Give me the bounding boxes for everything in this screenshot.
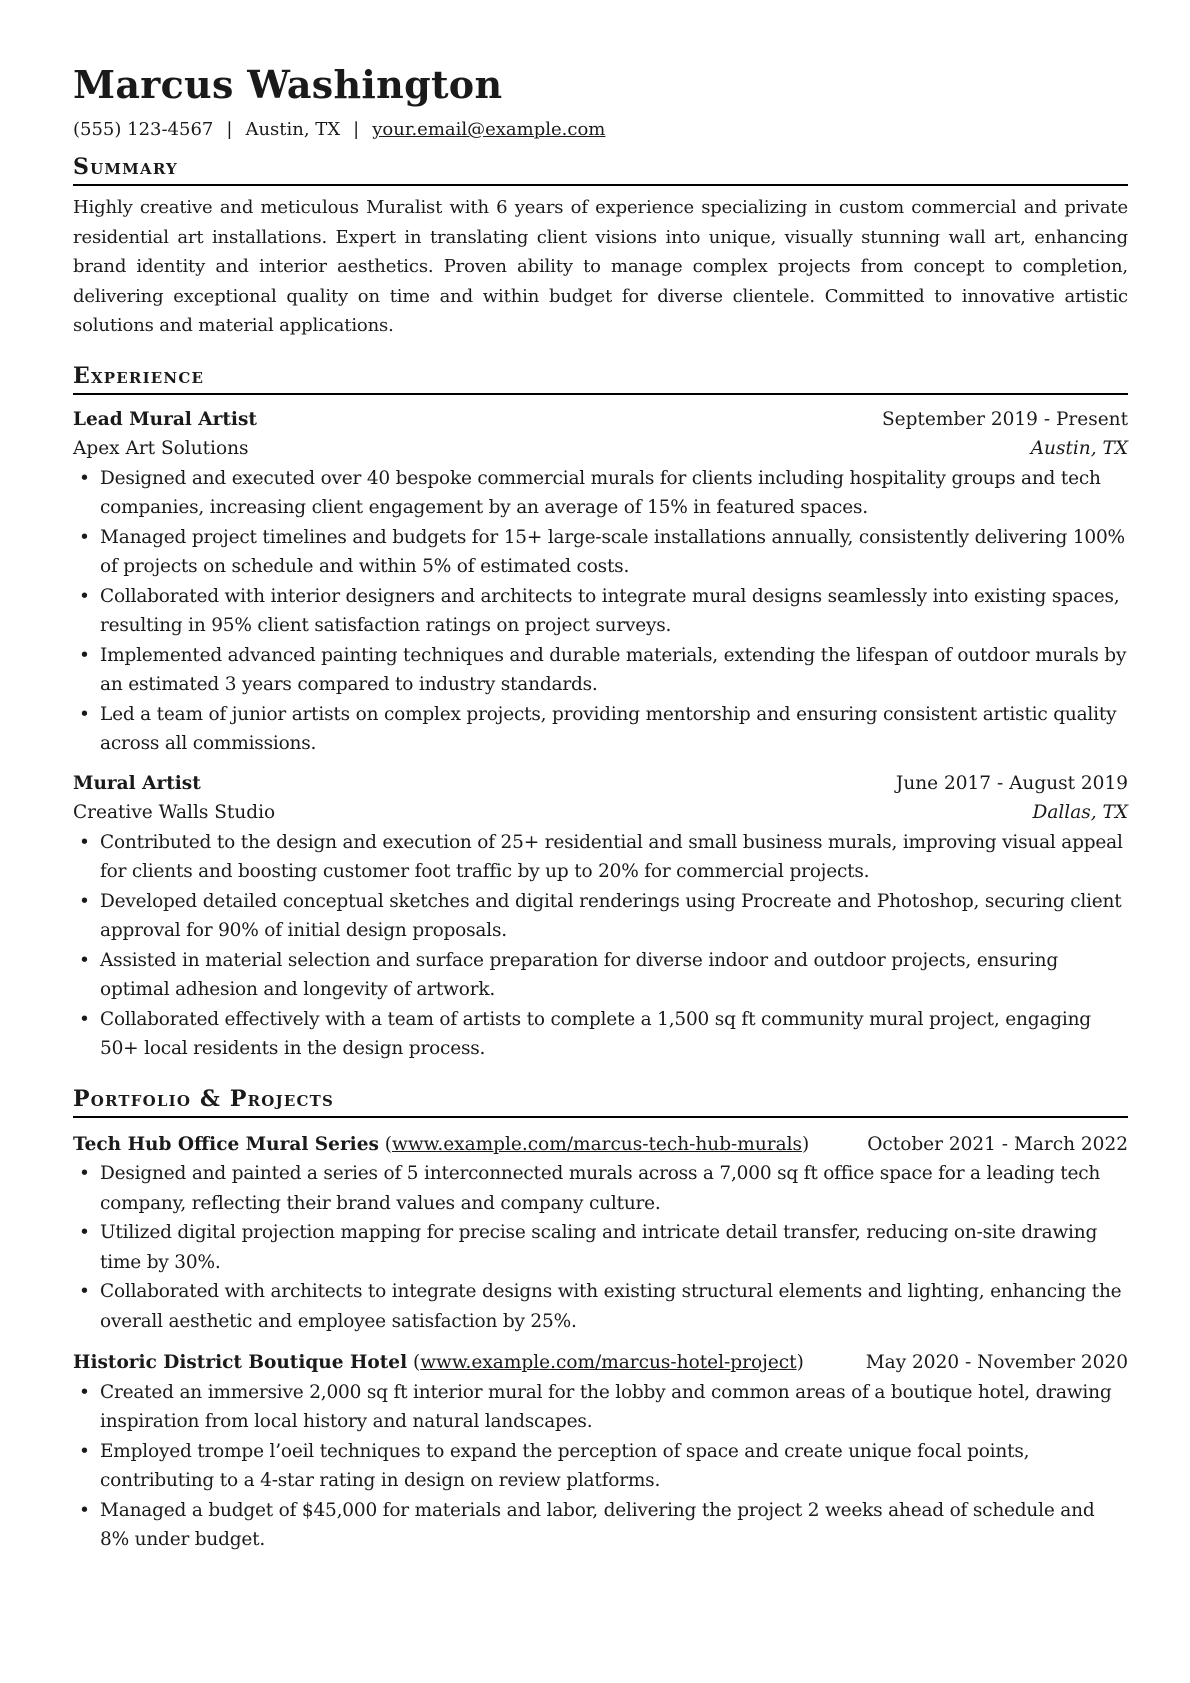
job-company: Creative Walls Studio bbox=[73, 802, 276, 823]
project-dates: October 2021 - March 2022 bbox=[867, 1133, 1128, 1155]
resume-page bbox=[73, 58, 1128, 1555]
job-subheader bbox=[73, 798, 1128, 828]
project-entry bbox=[73, 1348, 1128, 1555]
project-header: Tech Hub Office Mural Series (www.example.com/marcus-tech-hub-murals) October 2021 - March 2022 bbox=[73, 1130, 1128, 1160]
section-title-portfolio: Portfolio & Projects bbox=[73, 1084, 1128, 1118]
bullet-item: • Created an immersive 2,000 sq ft interior mural for the lobby and common areas of a boutique hotel, drawing inspiration from local history and natural landscapes. bbox=[73, 1378, 1128, 1437]
bullet-item: • Implemented advanced painting techniques and durable materials, extending the lifespan of outdoor murals by an estimated 3 years compared to industry standards. bbox=[73, 641, 1128, 700]
candidate-name: Marcus Washington bbox=[73, 62, 503, 107]
phone-number: (555) 123-4567 bbox=[73, 119, 214, 140]
job-role: Mural Artist bbox=[73, 772, 201, 794]
job-dates: September 2019 - Present bbox=[881, 408, 1128, 430]
job-location: Austin, TX bbox=[1030, 438, 1128, 459]
job-company: Apex Art Solutions bbox=[73, 438, 249, 459]
project-bullets bbox=[73, 1159, 1128, 1336]
bullet-item: • Designed and executed over 40 bespoke commercial murals for clients including hospitality groups and tech companies, increasing client engagement by an average of 15% in featured spaces. bbox=[73, 464, 1128, 523]
bullet-item: • Collaborated with interior designers and architects to integrate mural designs seamlessly into existing spaces, resulting in 95% client satisfaction ratings on project surveys. bbox=[73, 582, 1128, 641]
job-location: Dallas, TX bbox=[1032, 802, 1128, 823]
bullet-item: • Designed and painted a series of 5 interconnected murals across a 7,000 sq ft office space for a leading tech company, reflecting their brand values and company culture. bbox=[73, 1159, 1128, 1218]
job-header bbox=[73, 405, 1128, 435]
summary-text: Highly creative and meticulous Muralist with 6 years of experience specializing in custom commercial and private residential art installations. Expert in translating client visions into unique, visually stunning wall art, enhancing brand identity and interior aesthetics. Proven ability to manage complex projects from concept to completion, delivering exceptional quality on time and within budget for diverse clientele. Committed to innovative artistic solutions and material applications. bbox=[73, 197, 1128, 336]
bullet-item: • Assisted in material selection and surface preparation for diverse indoor and outdoor projects, ensuring optimal adhesion and longevity of artwork. bbox=[73, 946, 1128, 1005]
job-entry bbox=[73, 769, 1128, 1064]
bullet-item: • Led a team of junior artists on complex projects, providing mentorship and ensuring consistent artistic quality across all commissions. bbox=[73, 700, 1128, 759]
job-entry bbox=[73, 405, 1128, 759]
job-subheader bbox=[73, 434, 1128, 464]
project-entry bbox=[73, 1130, 1128, 1337]
contact-separator: | bbox=[226, 119, 233, 140]
contact-separator: | bbox=[353, 119, 360, 140]
job-dates: June 2017 - August 2019 bbox=[895, 772, 1128, 794]
section-title-experience: Experience bbox=[73, 361, 1128, 395]
project-title: Tech Hub Office Mural Series bbox=[73, 1133, 379, 1155]
project-link[interactable]: www.example.com/marcus-tech-hub-murals bbox=[392, 1133, 803, 1155]
bullet-item: • Managed project timelines and budgets for 15+ large-scale installations annually, consistently delivering 100% of projects on schedule and within 5% of estimated costs. bbox=[73, 523, 1128, 582]
project-title: Historic District Boutique Hotel bbox=[73, 1352, 408, 1373]
bullet-item: • Contributed to the design and execution of 25+ residential and small business murals, improving visual appeal for clients and boosting customer foot traffic by up to 20% for commercial projects. bbox=[73, 828, 1128, 887]
email-link[interactable]: your.email@example.com bbox=[372, 119, 606, 140]
bullet-item: • Developed detailed conceptual sketches and digital renderings using Procreate and Photoshop, securing client approval for 90% of initial design proposals. bbox=[73, 887, 1128, 946]
bullet-item: • Collaborated with architects to integrate designs with existing structural elements and lighting, enhancing the overall aesthetic and employee satisfaction by 25%. bbox=[73, 1277, 1128, 1336]
bullet-item: • Collaborated effectively with a team of artists to complete a 1,500 sq ft community mural project, engaging 50+ local residents in the design process. bbox=[73, 1005, 1128, 1064]
section-title-summary: Summary bbox=[73, 152, 1128, 186]
job-header bbox=[73, 769, 1128, 799]
location: Austin, TX bbox=[245, 119, 341, 140]
job-role: Lead Mural Artist bbox=[73, 408, 257, 430]
project-link[interactable]: www.example.com/marcus-hotel-project bbox=[420, 1352, 797, 1373]
project-bullets bbox=[73, 1378, 1128, 1555]
project-header: Historic District Boutique Hotel (www.example.com/marcus-hotel-project) May 2020 - November 2020 bbox=[73, 1348, 1128, 1378]
bullet-item: • Employed trompe l’oeil techniques to expand the perception of space and create unique focal points, contributing to a 4-star rating in design on review platforms. bbox=[73, 1437, 1128, 1496]
contact-line bbox=[73, 116, 1128, 144]
bullet-item: • Utilized digital projection mapping for precise scaling and intricate detail transfer, reducing on-site drawing time by 30%. bbox=[73, 1218, 1128, 1277]
project-dates: May 2020 - November 2020 bbox=[865, 1352, 1128, 1373]
bullet-item: • Managed a budget of $45,000 for materials and labor, delivering the project 2 weeks ahead of schedule and 8% under budget. bbox=[73, 1496, 1128, 1555]
job-bullets bbox=[73, 828, 1128, 1064]
job-bullets bbox=[73, 464, 1128, 759]
